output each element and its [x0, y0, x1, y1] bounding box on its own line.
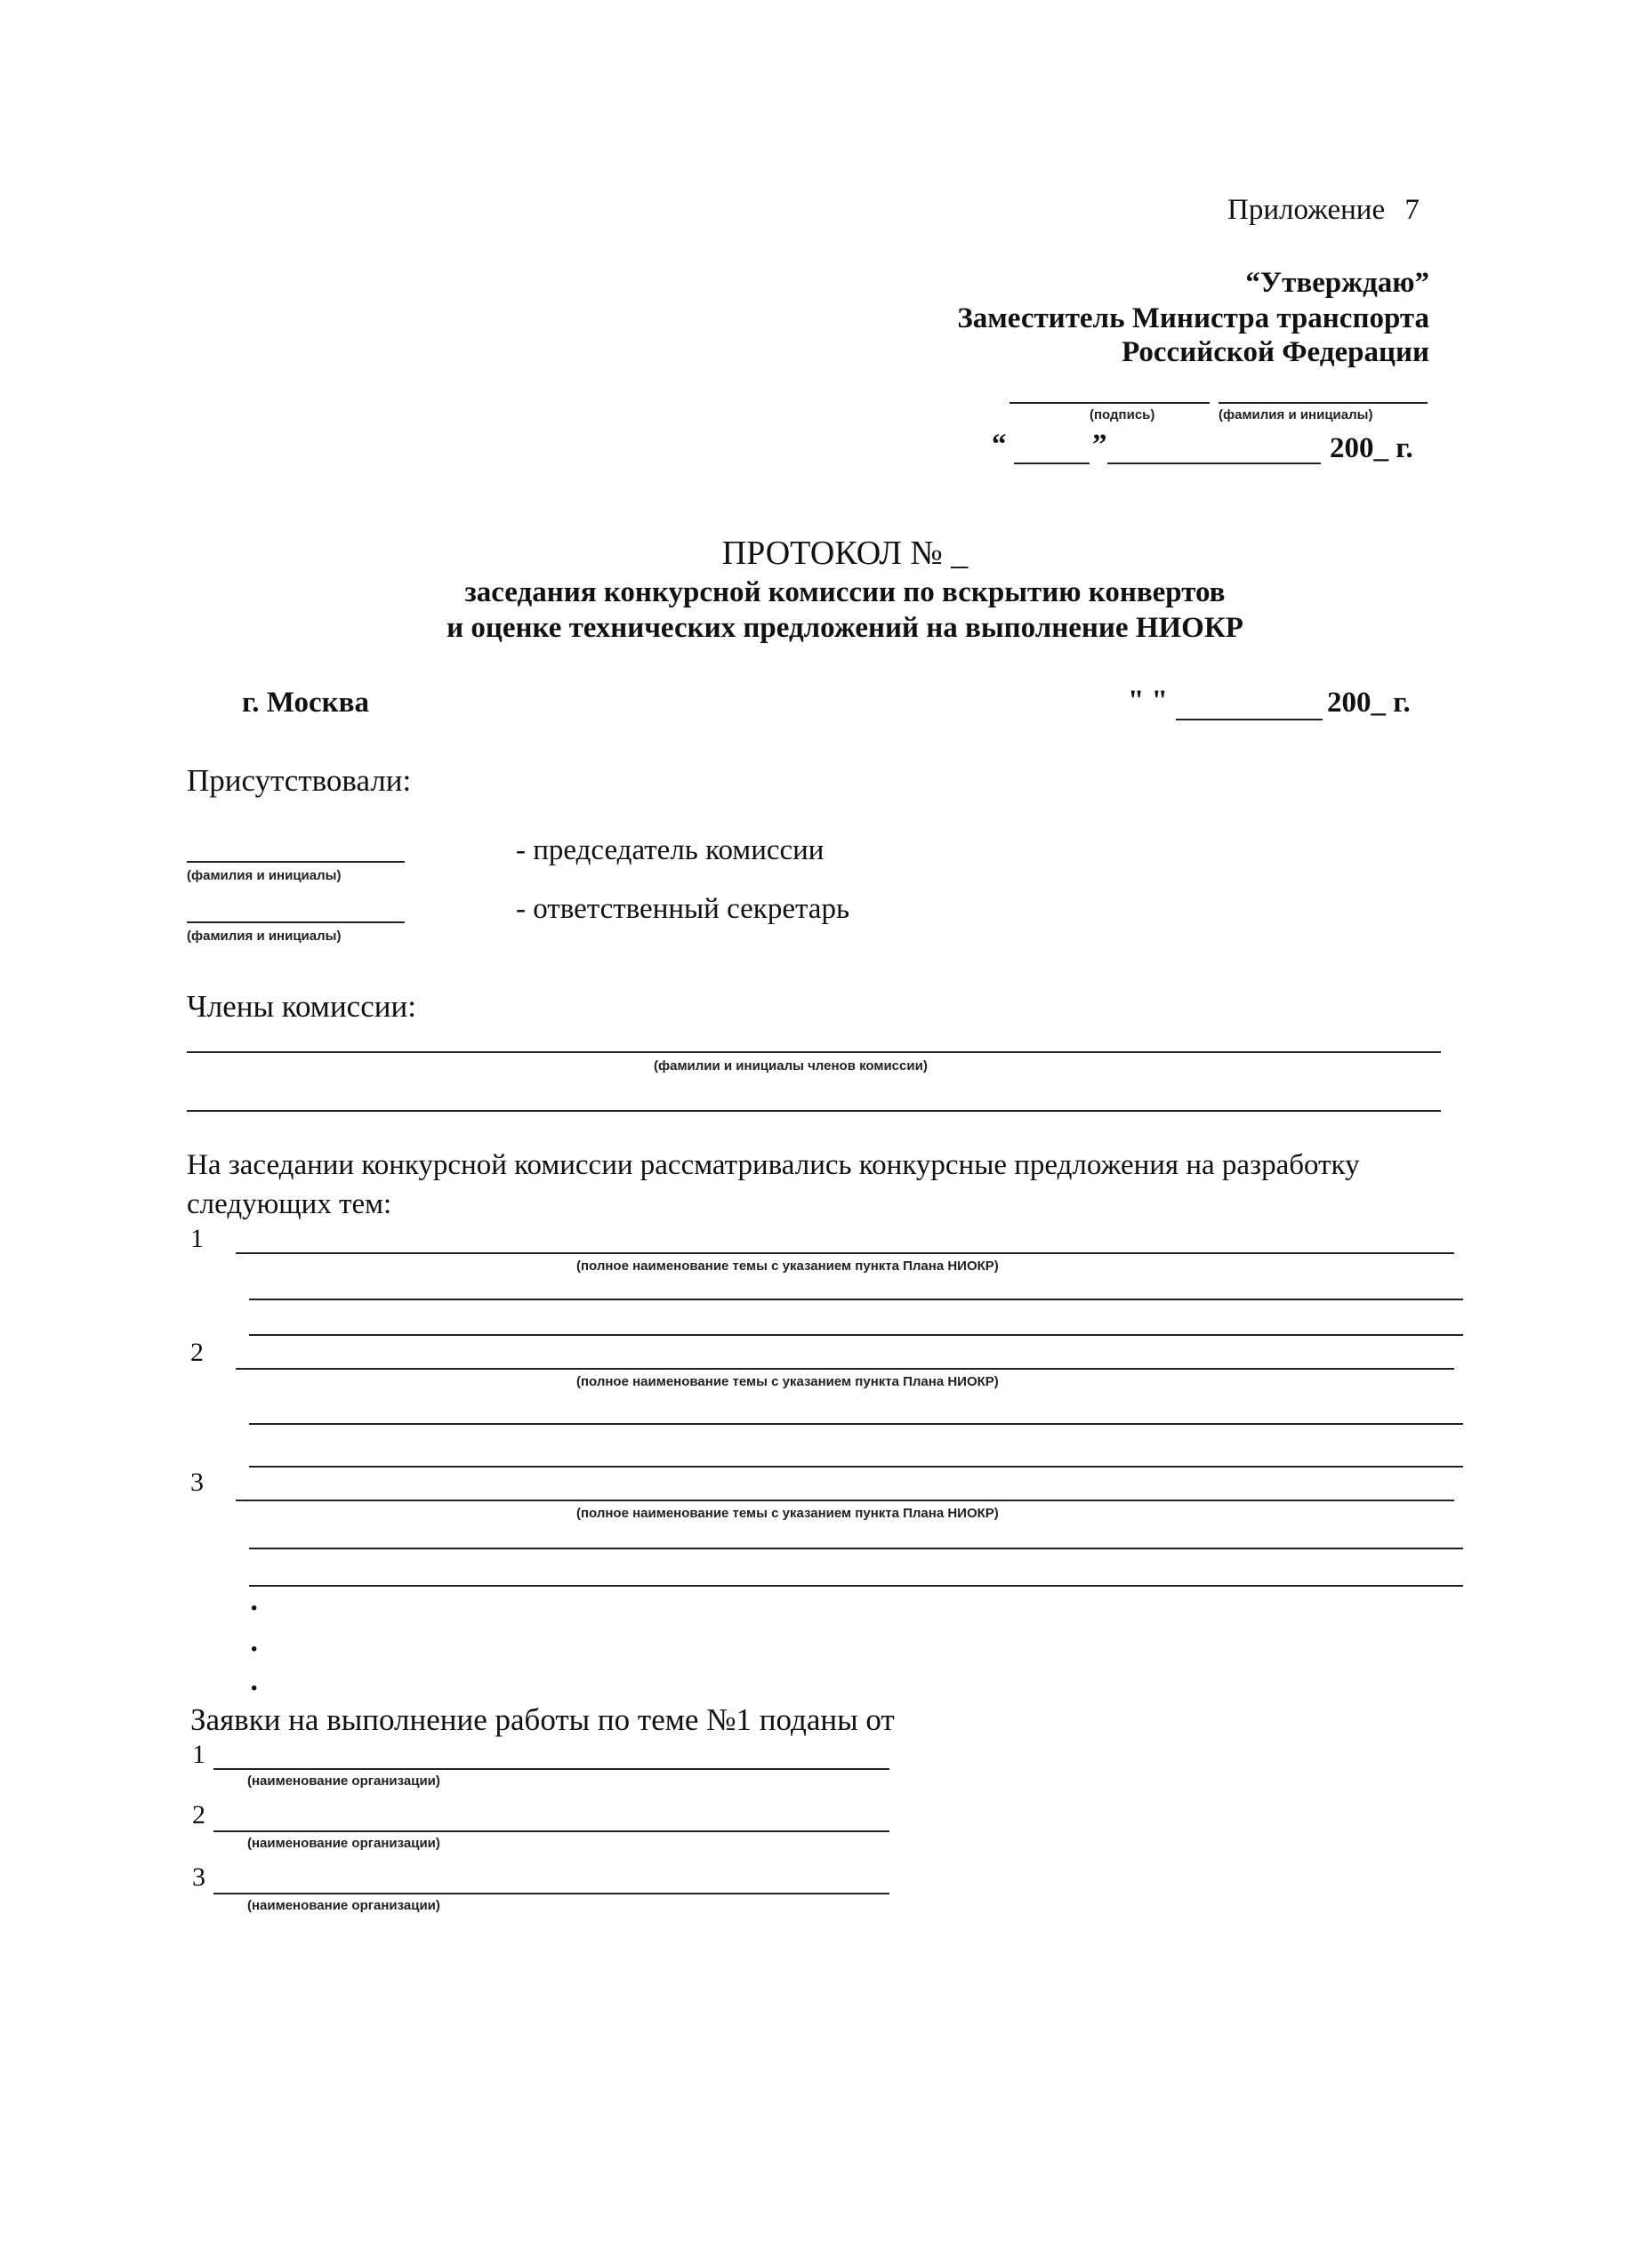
- appendix-number: 7: [1404, 194, 1420, 226]
- topic-caption: (полное наименование темы с указанием пункта Плана НИОКР): [576, 1506, 999, 1521]
- topic-caption: (полное наименование темы с указанием пункта Плана НИОКР): [576, 1374, 999, 1389]
- approval-date-open-quote: “: [992, 429, 1007, 461]
- approval-name-caption: (фамилия и инициалы): [1219, 407, 1373, 422]
- secretary-name-caption: (фамилия и инициалы): [187, 929, 342, 944]
- topic-number: 1: [190, 1224, 204, 1253]
- approval-signature-caption: (подпись): [1090, 407, 1155, 422]
- members-caption: (фамилии и инициалы членов комиссии): [654, 1058, 928, 1074]
- members-line-2: [187, 1110, 1441, 1112]
- topic-extra-line: [249, 1299, 1463, 1300]
- date-quotes: " ": [1128, 685, 1168, 717]
- approval-date-month-line: [1107, 462, 1321, 464]
- chair-role: - председатель комиссии: [516, 834, 825, 866]
- topic-number: 2: [190, 1338, 204, 1367]
- topic-line: [236, 1368, 1454, 1370]
- place: г. Москва: [242, 687, 369, 719]
- application-number: 3: [192, 1862, 205, 1892]
- approval-position-line1: Заместитель Министра транспорта: [957, 302, 1429, 334]
- approval-date-close-quote: ”: [1092, 429, 1107, 461]
- approval-date-year: 200_ г.: [1330, 432, 1413, 464]
- chair-name-caption: (фамилия и инициалы): [187, 868, 342, 883]
- application-caption: (наименование организации): [247, 1836, 440, 1851]
- application-number: 2: [192, 1800, 205, 1830]
- protocol-subtitle-line2: и оценке технических предложений на выполнение НИОКР: [446, 612, 1243, 644]
- applications-heading: Заявки на выполнение работы по теме №1 поданы от: [190, 1702, 895, 1737]
- application-line: [213, 1768, 889, 1770]
- secretary-name-line: [187, 921, 405, 923]
- secretary-role: - ответственный секретарь: [516, 893, 849, 925]
- topic-line: [236, 1252, 1454, 1254]
- topic-extra-line: [249, 1548, 1463, 1549]
- application-number: 1: [192, 1740, 205, 1769]
- approval-signature-line: [1010, 402, 1210, 404]
- ellipsis-dot: ·: [249, 1672, 260, 1705]
- topic-extra-line: [249, 1423, 1463, 1425]
- chair-name-line: [187, 861, 405, 863]
- application-line: [213, 1830, 889, 1832]
- approval-name-line: [1219, 402, 1428, 404]
- topic-extra-line: [249, 1334, 1463, 1336]
- appendix-label: Приложение: [1227, 194, 1386, 226]
- application-caption: (наименование организации): [247, 1898, 440, 1913]
- topics-intro-line2: следующих тем:: [187, 1188, 392, 1220]
- approval-approve: “Утверждаю”: [1245, 267, 1429, 299]
- date-year: 200_ г.: [1327, 687, 1411, 719]
- topic-caption: (полное наименование темы с указанием пункта Плана НИОКР): [576, 1259, 999, 1274]
- approval-date-day-line: [1014, 462, 1090, 464]
- approval-position-line2: Российской Федерации: [1122, 336, 1429, 368]
- topic-number: 3: [190, 1468, 204, 1497]
- protocol-title: ПРОТОКОЛ № _: [721, 535, 969, 572]
- attendees-label: Присутствовали:: [187, 763, 412, 798]
- application-caption: (наименование организации): [247, 1773, 440, 1789]
- appendix-header: [1227, 194, 1420, 227]
- date-month-line: [1176, 719, 1323, 720]
- ellipsis-dot: ·: [249, 1633, 260, 1666]
- topics-intro-line1: На заседании конкурсной комиссии рассматривались конкурсные предложения на разработку: [187, 1149, 1360, 1181]
- topic-line: [236, 1500, 1454, 1501]
- ellipsis-dot: ·: [249, 1592, 260, 1625]
- members-label: Члены комиссии:: [187, 989, 416, 1024]
- topic-extra-line: [249, 1466, 1463, 1468]
- application-line: [213, 1893, 889, 1894]
- topic-extra-line: [249, 1585, 1463, 1587]
- members-line-1: [187, 1051, 1441, 1053]
- protocol-subtitle-line1: заседания конкурсной комиссии по вскрытию конвертов: [464, 576, 1226, 608]
